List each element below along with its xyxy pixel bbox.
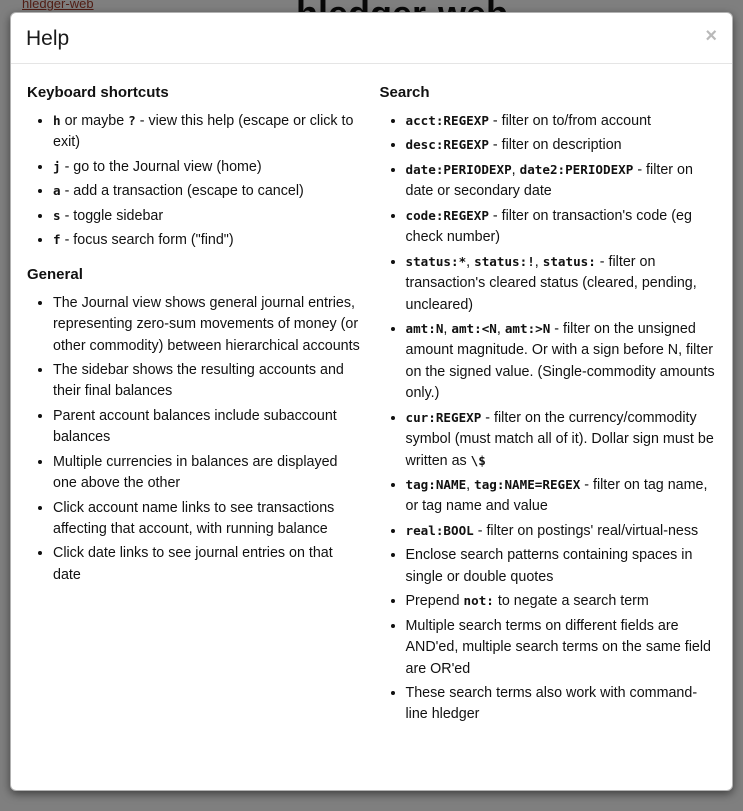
list-item: • Prepend not: to negate a search term [406,591,717,612]
code-term: amt:<N [451,320,497,336]
general-list [27,293,364,587]
close-icon[interactable]: × [705,25,717,47]
section-heading-keyboard-shortcuts: Keyboard shortcuts [27,84,169,101]
list-item: • acct:REGEXP - filter on to/from account [406,111,717,132]
code-term: amt:>N [504,320,551,336]
code-term: j [53,158,61,174]
code-term: date2:PERIODEXP [519,161,634,177]
help-modal [10,12,733,791]
list-item: • f - focus search form ("find") [53,230,364,251]
list-item: • Parent account balances include subaccount balances [53,406,364,449]
code-term: real:BOOL [405,522,474,538]
list-item: • s - toggle sidebar [53,206,364,227]
list-item: • tag:NAME, tag:NAME=REGEX - filter on tag name, or tag name and value [406,475,717,518]
code-term: tag:NAME=REGEX [474,477,581,492]
modal-title: Help [26,27,70,50]
code-term: f [53,232,61,248]
list-item: • Click date links to see journal entries on that date [53,543,364,586]
modal-body [11,64,732,749]
list-item: • j - go to the Journal view (home) [53,157,364,178]
list-item: • a - add a transaction (escape to cancel) [53,181,364,202]
code-term: ? [128,113,136,128]
list-item: • date:PERIODEXP, date2:PERIODEXP - filter on date or secondary date [406,160,717,203]
code-term: acct:REGEXP [405,113,489,128]
left-column [19,70,372,734]
right-column [372,70,725,734]
code-term: desc:REGEXP [405,137,489,153]
code-term: date:PERIODEXP [405,161,512,177]
list-item: • desc:REGEXP - filter on description [406,135,717,156]
code-term: status:* [405,253,467,269]
code-term: tag:NAME [405,477,467,492]
list-item: • These search terms also work with command-line hledger [406,683,717,726]
code-term: status:! [474,253,535,269]
search-list [380,111,717,726]
list-item: • h or maybe ? - view this help (escape or click to exit) [53,111,364,154]
section-heading-search: Search [379,84,430,101]
list-item: • Multiple search terms on different fields are AND'ed, multiple search terms on the same field are OR'ed [406,616,717,680]
code-term: s [53,207,61,223]
list-item: • status:*, status:!, status: - filter on transaction's cleared status (cleared, pending, uncleared) [406,252,717,316]
code-term: not: [463,593,494,609]
code-term: a [53,183,61,199]
list-item: • code:REGEXP - filter on transaction's code (eg check number) [406,206,717,249]
list-item: • Multiple currencies in balances are displayed one above the other [53,452,364,495]
list-item: • cur:REGEXP - filter on the currency/commodity symbol (must match all of it). Dollar sign must be written as \$ [406,408,717,472]
code-term: \$ [470,452,486,468]
code-term: h [53,113,61,128]
code-term: status: [542,253,596,269]
section-heading-general: General [27,265,83,283]
code-term: cur:REGEXP [405,409,482,425]
modal-header [11,13,732,64]
list-item: • amt:N, amt:<N, amt:>N - filter on the unsigned amount magnitude. Or with a sign before N, filter on the signed value. (Single-commodity amounts only.) [406,319,717,405]
list-item: • real:BOOL - filter on postings' real/virtual-ness [406,521,717,542]
code-term: amt:N [405,320,444,336]
list-item: • The Journal view shows general journal entries, representing zero-sum movements of money (or other commodity) between hierarchical accounts [53,293,364,357]
code-term: code:REGEXP [405,207,489,223]
keyboard-shortcuts-list [27,111,364,252]
list-item: • Click account name links to see transactions affecting that account, with running balance [53,498,364,541]
list-item: • Enclose search patterns containing spaces in single or double quotes [406,545,717,588]
list-item: • The sidebar shows the resulting accounts and their final balances [53,360,364,403]
